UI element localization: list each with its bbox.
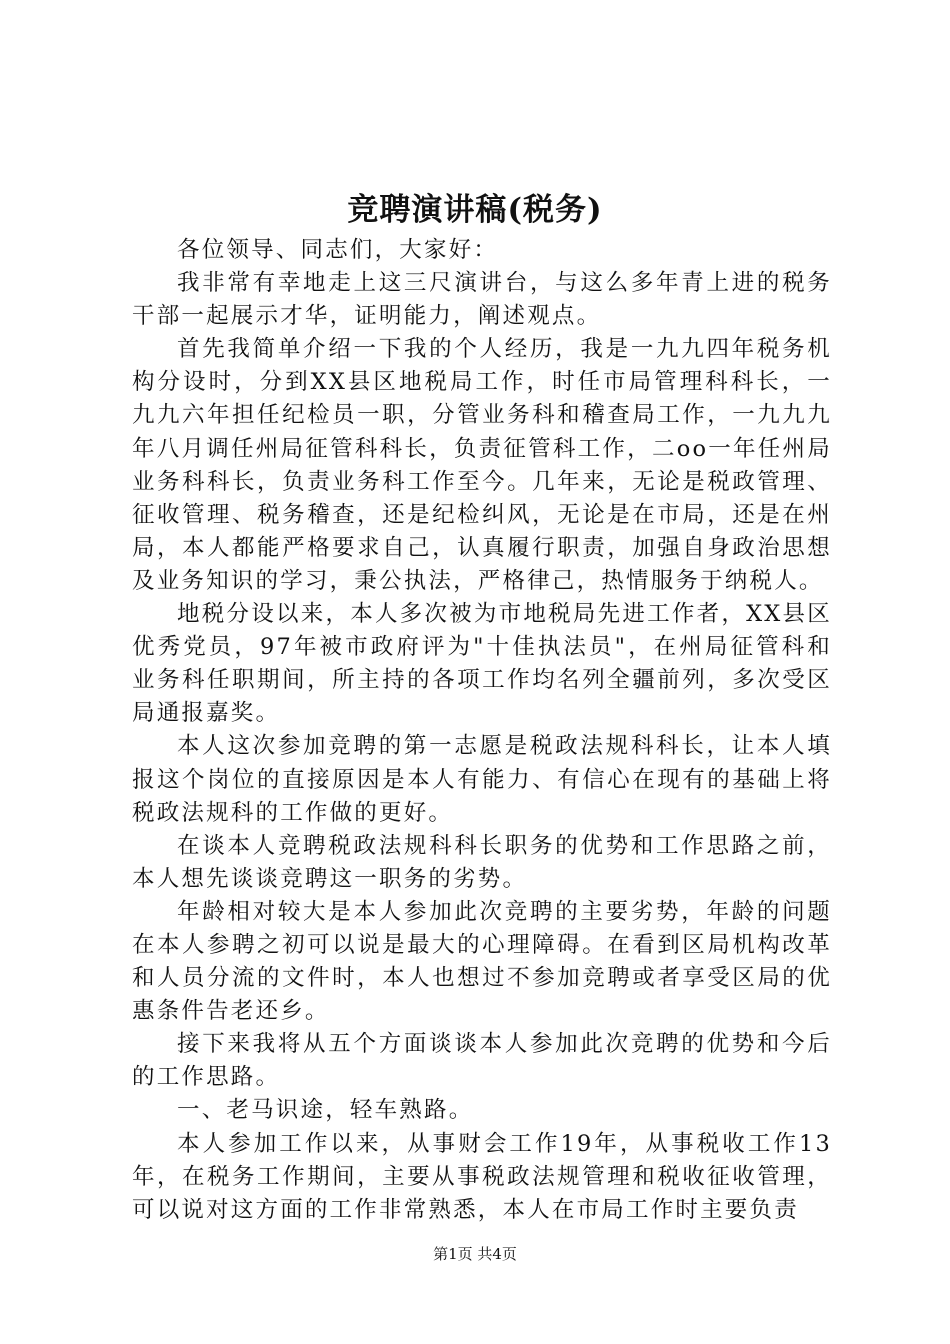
page-footer (0, 1244, 950, 1264)
page-number: 第1页 (433, 1245, 473, 1263)
paragraph-experience: 首先我简单介绍一下我的个人经历，我是一九九四年税务机构分设时，分到XX县区地税局工作，时任市局管理科科长，一九九六年担任纪检员一职，分管业务科和稽查局工作，一九九九年八月调任州局征管科科长，负责征管科工作，二oo一年任州局业务科科长，负责业务科工作至今。几年来，无论是税政管理、征收管理、税务稽查，还是纪检纠风，无论是在市局，还是在州局，本人都能严格要求自己，认真履行职责，加强自身政治思想及业务知识的学习，秉公执法，严格律己，热情服务于纳税人。 (132, 336, 832, 594)
paragraph-honors: 地税分设以来，本人多次被为市地税局先进工作者，XX县区优秀党员，97年被市政府评为"十佳执法员"，在州局征管科和业务科任职期间，所主持的各项工作均名列全疆前列，多次受区局通报嘉奖。 (132, 601, 832, 727)
paragraph-weakness: 年龄相对较大是本人参加此次竞聘的主要劣势，年龄的问题在本人参聘之初可以说是最大的心理障碍。在看到区局机构改革和人员分流的文件时，本人也想过不参加竞聘或者享受区局的优惠条件告老还乡。 (132, 898, 832, 1025)
document-body (132, 234, 832, 1227)
paragraph-work-history: 本人参加工作以来，从事财会工作19年，从事税收工作13年，在税务工作期间，主要从事税政法规管理和税收征收管理，可以说对这方面的工作非常熟悉，本人在市局工作时主要负责 (132, 1130, 832, 1223)
paragraph-greeting: 各位领导、同志们，大家好： (177, 237, 499, 263)
section-heading-1: 一、老马识途，轻车熟路。 (177, 1097, 474, 1124)
paragraph-transition: 在谈本人竞聘税政法规科科长职务的优势和工作思路之前，本人想先谈谈竞聘这一职务的劣势。 (132, 832, 832, 892)
total-pages: 共4页 (477, 1245, 517, 1263)
paragraph-five-aspects: 接下来我将从五个方面谈谈本人参加此次竞聘的优势和今后的工作思路。 (132, 1031, 832, 1091)
paragraph-intro: 我非常有幸地走上这三尺演讲台，与这么多年青上进的税务干部一起展示才华，证明能力，阐述观点。 (132, 270, 832, 330)
paragraph-first-choice: 本人这次参加竞聘的第一志愿是税政法规科科长，让本人填报这个岗位的直接原因是本人有能力、有信心在现有的基础上将税政法规科的工作做的更好。 (132, 733, 832, 826)
document-title: 竞聘演讲稿(税务) (347, 192, 603, 228)
